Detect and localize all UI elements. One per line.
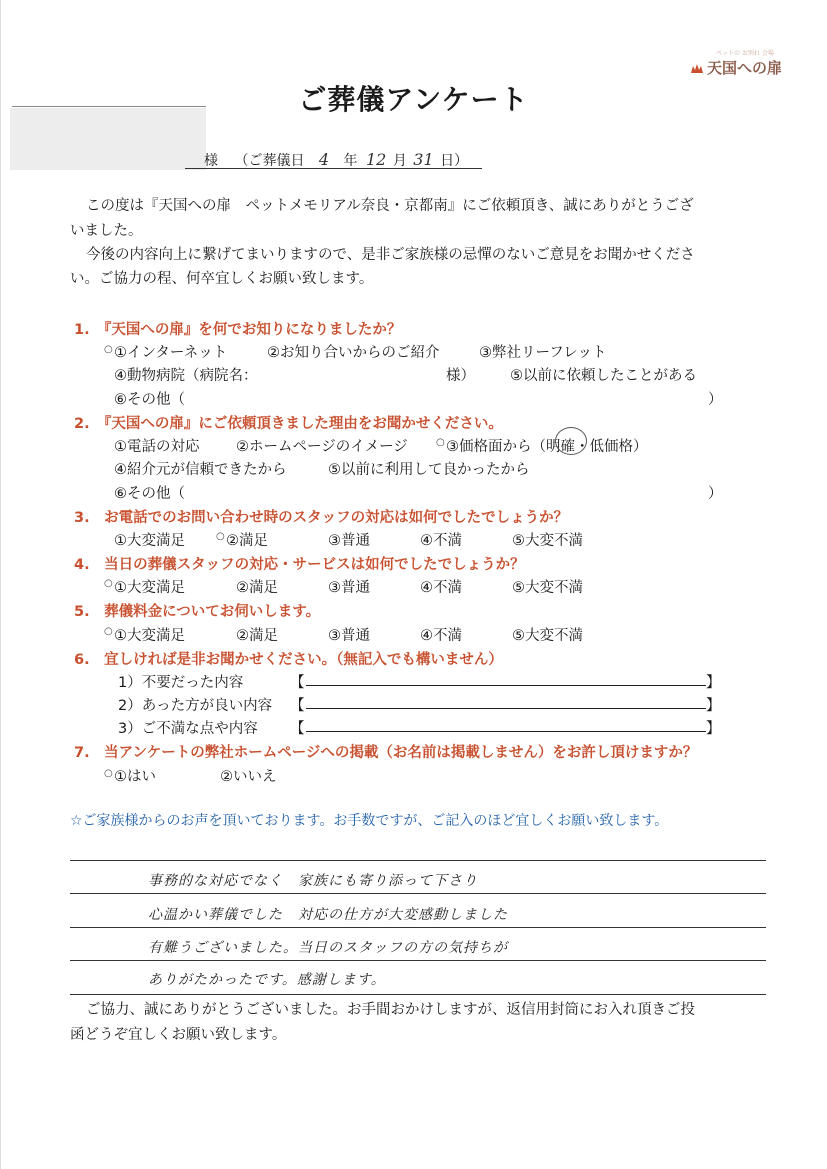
bracket-open: 【 (290, 675, 305, 691)
bracket-close: 】 (706, 675, 721, 691)
question-5: 5. 葬儀料金についてお伺いします。 (74, 604, 321, 620)
q3-option-2[interactable]: ②満足 (226, 533, 268, 549)
q2-option-3[interactable]: ③価格面から（明確・低価格） (446, 439, 648, 455)
q5-option-3[interactable]: ③普通 (328, 628, 370, 644)
date-underline (185, 168, 482, 169)
q5-option-4[interactable]: ④不満 (420, 628, 462, 644)
bracket-close: 】 (706, 698, 721, 714)
bracket-open: 【 (290, 721, 305, 737)
selected-mark: ○ (104, 578, 113, 589)
question-6: 6. 宜しければ是非お聞かせください。（無記入でも構いません） (74, 652, 503, 668)
q2-option-5[interactable]: ⑤以前に利用して良かったから (328, 462, 530, 478)
bracket-close: 】 (706, 721, 721, 737)
brand-logo (690, 48, 782, 78)
intro-line-1: この度は『天国への扉 ペットメモリアル奈良・京都南』にご依頼頂き、誠にありがとうござ (86, 198, 694, 214)
q1-option-4[interactable]: ④動物病院（病院名： (114, 368, 258, 384)
q5-option-1[interactable]: ①大変満足 (114, 628, 185, 644)
logo-brand: 天国への扉 (707, 59, 783, 77)
question-7: 7. 当アンケートの弊社ホームページへの掲載（お名前は掲載しません）をお許し頂けますか？ (74, 745, 698, 761)
q1-option-1[interactable]: ①インターネット (114, 345, 228, 361)
comment-rule (70, 994, 766, 995)
q4-option-1[interactable]: ①大変満足 (114, 580, 185, 596)
closing-line-1: ご協力、誠にありがとうございました。お手間おかけしますが、返信用封筒にお入れ頂きご投 (86, 1002, 695, 1018)
q1-option-5[interactable]: ⑤以前に依頼したことがある (510, 368, 697, 384)
q6-item-2: 2）あった方が良い内容 (118, 698, 273, 714)
q6-item-1: 1）不要だった内容 (118, 675, 244, 691)
comment-request-notice: ☆ご家族様からのお声を頂いております。お手数ですが、ご記入のほど宜しくお願い致します。 (70, 813, 669, 829)
q1-option-6[interactable]: ⑥その他（ (114, 392, 185, 408)
month-label: 月 (392, 153, 407, 169)
q1-option-2[interactable]: ②お知り合いからのご紹介 (267, 345, 440, 361)
q4-option-4[interactable]: ④不満 (420, 580, 462, 596)
day-label: 日） (440, 153, 469, 169)
comment-line-4: ありがたかったです。感謝します。 (148, 972, 386, 988)
q3-option-5[interactable]: ⑤大変不満 (512, 533, 583, 549)
q3-option-3[interactable]: ③普通 (328, 533, 370, 549)
question-4: 4. 当日の葬儀スタッフの対応・サービスは如何でしたでしょうか？ (74, 557, 525, 573)
question-3: 3. お電話でのお問い合わせ時のスタッフの対応は如何でしたでしょうか？ (74, 510, 569, 526)
circled-choice (555, 427, 587, 455)
q6-answer-1-field[interactable] (306, 671, 706, 686)
q4-option-3[interactable]: ③普通 (328, 580, 370, 596)
q4-option-5[interactable]: ⑤大変不満 (512, 580, 583, 596)
selected-mark: ○ (104, 768, 113, 779)
comment-rule (70, 860, 766, 861)
q5-option-5[interactable]: ⑤大変不満 (512, 628, 583, 644)
year-value[interactable]: 4 (318, 150, 330, 169)
q1-option-6-end: ） (708, 392, 723, 408)
intro-line-4: い。ご協力の程、何卒宜しくお願い致します。 (70, 271, 374, 287)
sama-label: 様 (204, 153, 218, 169)
q6-answer-2-field[interactable] (306, 694, 706, 709)
q6-item-3: 3）ご不満な点や内容 (118, 721, 258, 737)
selected-mark: ○ (216, 531, 225, 542)
q2-option-2[interactable]: ②ホームページのイメージ (236, 439, 408, 455)
funeral-date-line (130, 150, 468, 170)
q7-option-1[interactable]: ①はい (114, 769, 156, 785)
q7-option-2[interactable]: ②いいえ (220, 769, 277, 785)
q2-option-6[interactable]: ⑥その他（ (114, 486, 185, 502)
logo-tagline: ペットの お別れ 会場 (716, 50, 774, 57)
selected-mark: ○ (104, 626, 113, 637)
comment-rule (70, 893, 766, 894)
q6-answer-3-field[interactable] (306, 717, 706, 732)
q2-option-6-end: ） (708, 486, 723, 502)
year-label: 年 (343, 153, 358, 169)
day-value[interactable]: 31 (413, 150, 434, 169)
q2-option-4[interactable]: ④紹介元が信頼できたから (114, 462, 287, 478)
intro-line-3: 今後の内容向上に繋げてまいりますので、是非ご家族様の忌憚のないご意見をお聞かせくださ (86, 247, 695, 263)
question-2: 2. 『天国への扉』にご依頼頂きました理由をお聞かせください。 (74, 416, 503, 432)
month-value[interactable]: 12 (366, 150, 387, 169)
intro-line-2: いました。 (70, 223, 143, 239)
selected-mark: ○ (104, 344, 113, 355)
q1-option-3[interactable]: ③弊社リーフレット (479, 345, 607, 361)
date-prefix: （ご葬儀日 (234, 153, 305, 169)
q5-option-2[interactable]: ②満足 (236, 628, 278, 644)
question-1: 1. 『天国への扉』を何でお知りになりましたか？ (74, 322, 402, 338)
comment-line-1: 事務的な対応でなく 家族にも寄り添って下さり (148, 873, 478, 889)
comment-rule (70, 927, 766, 928)
bracket-open: 【 (290, 698, 305, 714)
q1-option-4-end: 様） (446, 368, 475, 384)
selected-mark: ○ (436, 437, 445, 448)
page-title: ご葬儀アンケート (298, 83, 529, 116)
paw-icon (690, 62, 704, 74)
closing-line-2: 函どうぞ宜しくお願い致します。 (70, 1027, 287, 1043)
q3-option-1[interactable]: ①大変満足 (114, 533, 185, 549)
q2-option-1[interactable]: ①電話の対応 (114, 439, 200, 455)
comment-rule (70, 960, 766, 961)
q4-option-2[interactable]: ②満足 (236, 580, 278, 596)
name-top-rule (12, 106, 206, 107)
comment-line-2: 心温かい葬儀でした 対応の仕方が大変感動しました (148, 907, 508, 923)
comment-line-3: 有難うございました。当日のスタッフの方の気持ちが (148, 940, 508, 956)
q3-option-4[interactable]: ④不満 (420, 533, 462, 549)
